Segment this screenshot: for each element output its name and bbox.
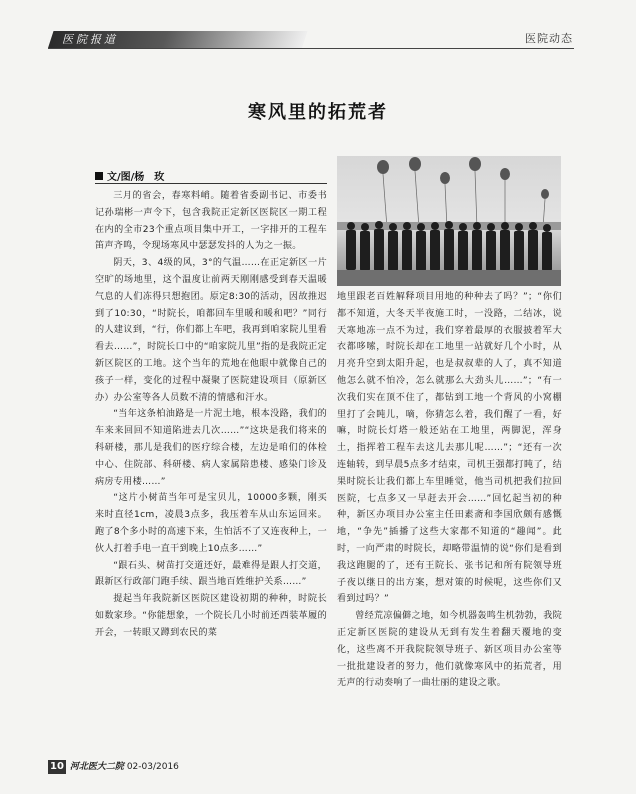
issue-number: 02-03/2016 — [126, 762, 179, 772]
balloons — [377, 157, 549, 199]
paragraph: “当年这条柏油路是一片泥土地，根本没路，我们的车来来回回不知道陷进去几次……”“这块是我们将来的科研楼，那儿是我们的医疗综合楼，左边是咱们的体检中心、住院部、科研楼、病人家属陪患楼、感染门诊及病房专用楼……” — [95, 409, 327, 487]
article-column-right — [337, 289, 562, 692]
header-rule — [48, 48, 574, 49]
article-column-left — [95, 188, 327, 642]
bullet-square-icon — [95, 172, 103, 180]
byline — [95, 168, 325, 183]
paragraph: 三月的省会，春寒料峭。随着省委副书记、市委书记孙瑞彬一声令下，包含我院正定新区医院区一期工程在内的全市23个重点项目集中开工，一字排开的工程车笛声齐鸣，令现场寒风中瑟瑟发抖的人为之一振。 — [95, 191, 327, 252]
section-category: 医院动态 — [525, 32, 573, 45]
byline-rule — [95, 183, 327, 184]
paragraph: “这片小树苗当年可是宝贝儿，10000多颗，刚买来时直径1cm，凌晨3点多，我压着车从山东运回来。跑了8个多小时的高速下来，生怕活不了又连夜种上，一伙人打着手电一直干到晚上10点多……” — [95, 493, 327, 554]
section-label: 医院报道 — [62, 33, 118, 46]
group-photo-icon — [337, 156, 561, 286]
byline-text: 文/图/杨 玫 — [107, 172, 165, 183]
group-photo-illustration — [337, 156, 561, 286]
paragraph: “跟石头、树苗打交道还好，最难得是跟人打交道，跟新区行政部门跑手续、跟当地百姓维护关系……” — [95, 560, 327, 588]
magazine-name: 河北医大二院 — [69, 762, 124, 772]
paragraph: 提起当年我院新区医院区建设初期的种种，时院长如数家珍。“你能想象，一个院长几小时前还西装革履的开会，一转眼又蹲到农民的菜 — [95, 594, 327, 638]
paragraph: 阴天，3、4级的风，3°的气温……在正定新区一片空旷的场地里，这个温度让前两天刚刚感受到春天温暖气息的人们冻得只想抱团。原定8:30的活动，因故推迟到了10:30，“时院长，咱都回车里暖和暖和吧？”同行的人建议到，“行，你们都上车吧，我再到咱家院儿里看看去……”，时院长口中的“咱家院儿里”指的是我院正定新区院区的工地。这个当年的荒地在他眼中就像自己的孩子一样，变化的过程中凝聚了医院建设项目（原新区办）办公室等各人员数不清的情感和汗水。 — [95, 258, 327, 403]
page-footer — [48, 760, 179, 774]
article-title: 寒风里的拓荒者 — [248, 102, 388, 123]
paragraph: 曾经荒凉偏僻之地，如今机器轰鸣生机勃勃，我院正定新区医院的建设从无到有发生着翻天覆地的变化，这些离不开我院院领导班子、新区项目办公室等一批批建设者的努力，他们就像寒风中的拓荒者，用无声的行动奏响了一曲壮丽的建设之歌。 — [337, 611, 562, 689]
paragraph-continued: 地里跟老百姓解释项目用地的种种去了吗？”；“你们都不知道，大冬天半夜施工时，一没路，二结冰，说天寒地冻一点不为过，我们穿着最厚的衣服披着军大衣都哆嗦，时院长却在工地里一站就好几个小时，从月亮升空到太阳升起，也是叔叔辈的人了，真不知道他怎么就不怕冷，怎么就那么大劲头儿……”；“有一次我们实在顶不住了，都钻到工地一个背风的小窝棚里打了会盹儿，嘀，你猜怎么着，我们醒了一看，好嘛，时院长灯塔一般还站在工地里，两脚泥，浑身土，指挥着工程车去这儿去那儿呢……”；“还有一次连轴转，到早晨5点多才结束，司机王强都打盹了，结果时院长让我们都上车里睡觉，他当司机把我们拉回医院，七点多又一早赶去开会……”回忆起当初的种种，新区办项目办公室主任田素斋和李国欣颇有感慨地，“争先”插播了这些大家都不知道的“趣闻”。此时，一向严肃的时院长，却略带温情的说“你们是看到我这跑腿的了，还有王院长、张书记和所有院领导班子夜以继日的出方案，想对策的时候呢，这些你们又看到过吗？” — [337, 292, 562, 605]
page-number: 10 — [50, 761, 64, 772]
